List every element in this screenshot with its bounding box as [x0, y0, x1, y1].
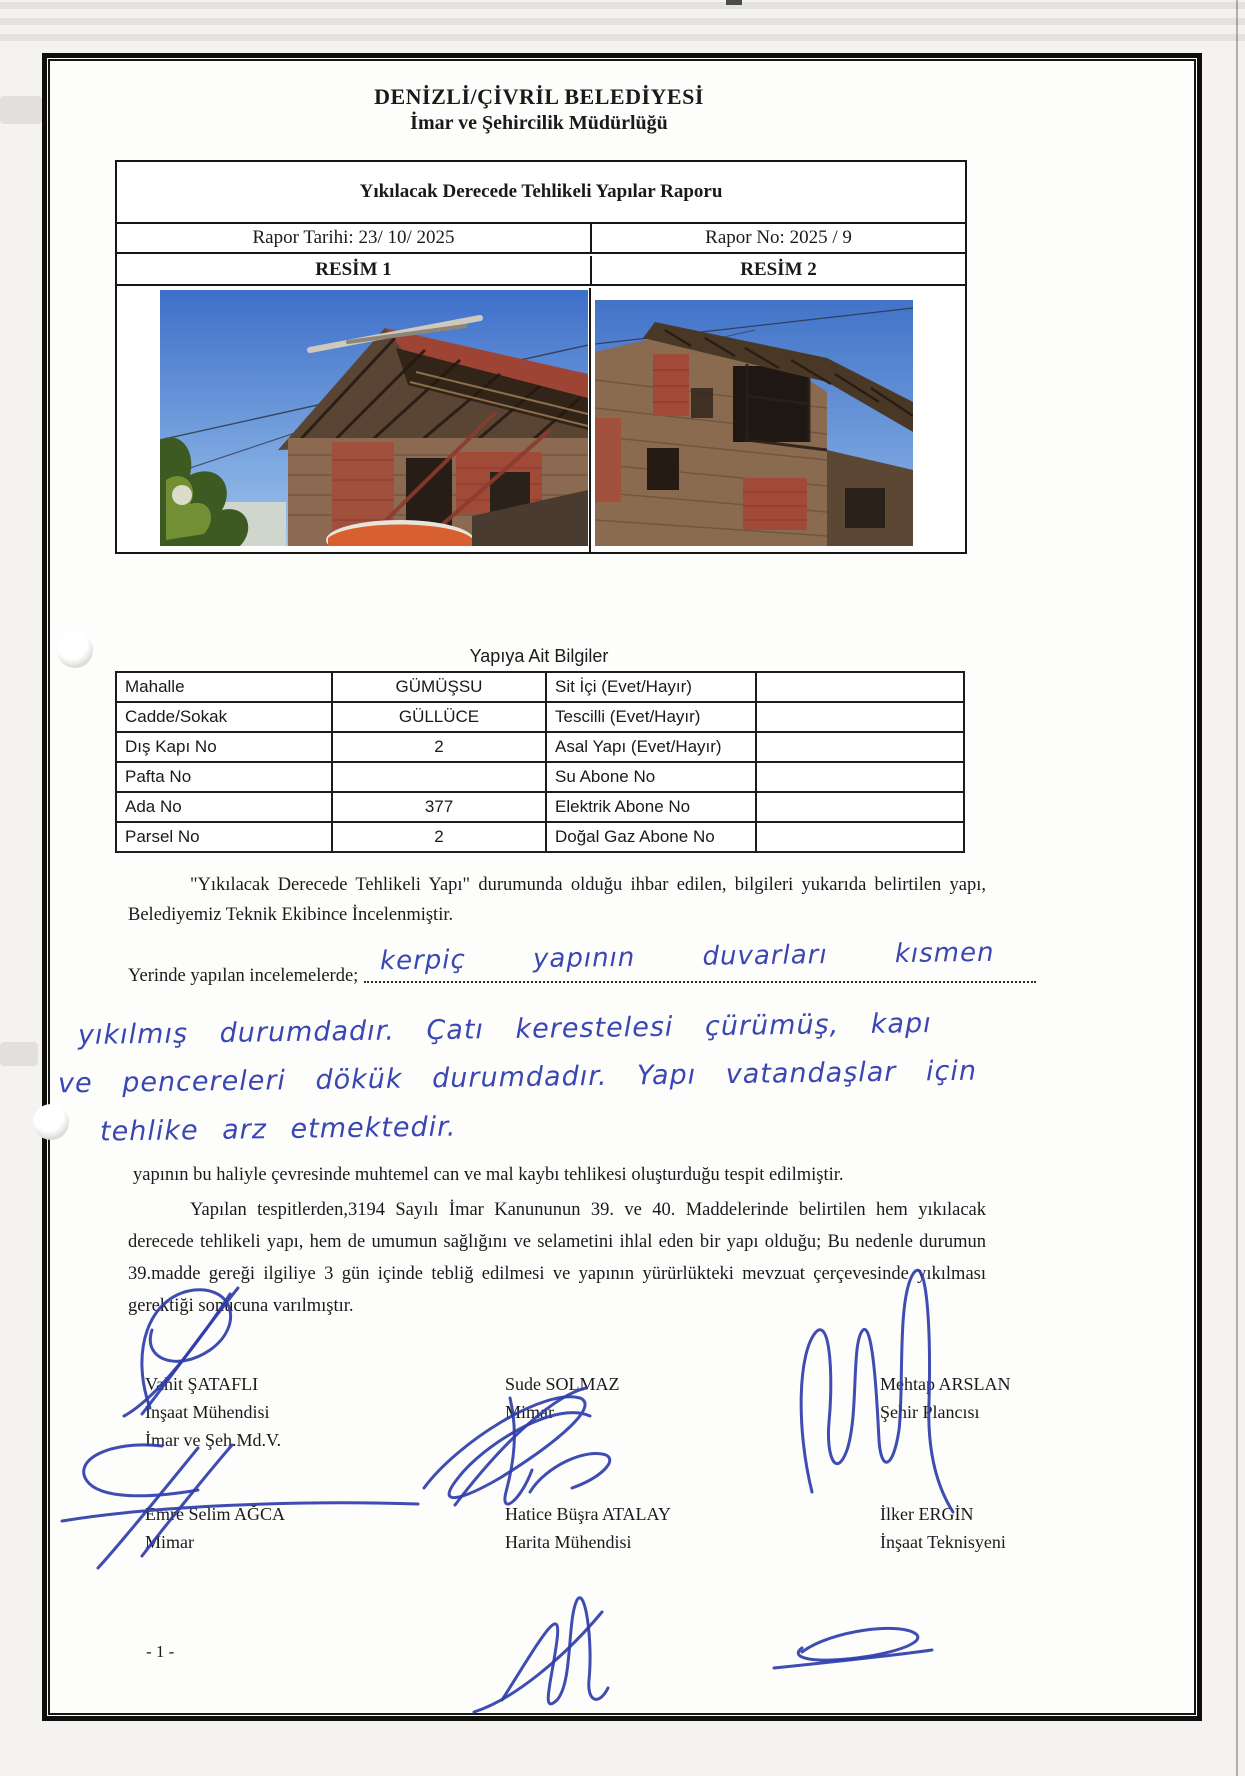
signature-block-5: [505, 1500, 671, 1556]
handwritten-text-line4: tehlike arz etmektedir.: [99, 1111, 457, 1148]
field-value: GÜMÜŞSU: [332, 672, 546, 702]
scan-mark: [726, 0, 742, 5]
field-label: Mahalle: [116, 672, 332, 702]
field-value: 2: [332, 732, 546, 762]
paragraph-continuation: yapının bu haliyle çevresinde muhtemel can ve mal kaybı tehlikesi oluşturduğu tespit edilmiştir.: [133, 1165, 844, 1185]
signature-block-4: [145, 1500, 285, 1556]
field-value: [756, 792, 964, 822]
signer-title: Mimar: [505, 1402, 554, 1422]
signer-title: İnşaat Teknisyeni: [880, 1532, 1006, 1552]
field-value: [756, 762, 964, 792]
scan-smudge: [0, 1042, 38, 1066]
signer-name: Mehtap ARSLAN: [880, 1374, 1011, 1394]
table-row: [116, 762, 964, 792]
photo1-label: RESİM 1: [315, 259, 392, 280]
paragraph-conclusion: Yapılan tespitlerden,3194 Sayılı İmar Kanununun 39. ve 40. Maddelerinde belirtilen hem yıkılacak derecede tehlikeli yapı, hem de umumun sağlığını ve selametini ihlal eden bir yapı olduğu; Bu nedenle durumun 39.madde gereği ilgiliye 3 gün içinde tebliğ edilmesi ve yapının yürürlükteki mevzuat çerçevesinde yıkılması gerektiği sonucuna varılmıştır.: [128, 1200, 986, 1316]
report-number: Rapor No: 2025 / 9: [590, 224, 965, 252]
field-label: Tescilli (Evet/Hayır): [546, 702, 756, 732]
report-title: Yıkılacak Derecede Tehlikeli Yapılar Raporu: [117, 162, 965, 224]
field-value: 377: [332, 792, 546, 822]
photo2-label: RESİM 2: [590, 256, 965, 284]
field-value: [332, 762, 546, 792]
field-label: Pafta No: [116, 762, 332, 792]
field-label: Parsel No: [116, 822, 332, 852]
field-label: Su Abone No: [546, 762, 756, 792]
table-row: [116, 732, 964, 762]
field-value: GÜLLÜCE: [332, 702, 546, 732]
handwritten-text-line1: kerpiç yapının duvarları kısmen: [379, 937, 995, 977]
building-info-table: [115, 671, 965, 853]
signer-name: Emre Selim AĞCA: [145, 1504, 285, 1524]
signer-title: İmar ve Şeh.Md.V.: [145, 1430, 282, 1450]
table-row: [116, 702, 964, 732]
photo-resim-2: [595, 300, 913, 546]
field-label: Sit İçi (Evet/Hayır): [546, 672, 756, 702]
hole-punch: [57, 632, 93, 668]
signer-name: Hatice Büşra ATALAY: [505, 1504, 671, 1524]
signature-block-6: [880, 1500, 1006, 1556]
field-label: Ada No: [116, 792, 332, 822]
signer-name: Sude SOLMAZ: [505, 1374, 620, 1394]
table-row: [116, 822, 964, 852]
dotted-fill-line: [364, 981, 1036, 983]
hole-punch: [33, 1104, 69, 1140]
signature-block-1: [145, 1370, 281, 1454]
signer-title: Harita Mühendisi: [505, 1532, 632, 1552]
table-row: [116, 792, 964, 822]
municipality-title: DENİZLİ/ÇİVRİL BELEDİYESİ: [374, 84, 704, 109]
signature-block-2: [505, 1370, 620, 1426]
building-info-title: Yapıya Ait Bilgiler: [469, 646, 609, 666]
field-label: Cadde/Sokak: [116, 702, 332, 732]
table-divider: [589, 288, 591, 552]
handwritten-text-line3: ve pencereleri dökük durumdadır. Yapı vatandaşlar için: [57, 1055, 978, 1100]
field-value: [756, 702, 964, 732]
report-date: Rapor Tarihi: 23/ 10/ 2025: [252, 227, 455, 248]
field-value: [756, 672, 964, 702]
signer-title: Mimar: [145, 1532, 194, 1552]
scan-streaks: [0, 2, 1245, 50]
field-value: 2: [332, 822, 546, 852]
signature-block-3: [880, 1370, 1011, 1426]
inspection-label: Yerinde yapılan incelemelerde;: [128, 966, 359, 986]
paragraph-notice: "Yıkılacak Derecede Tehlikeli Yapı" durumunda olduğu ihbar edilen, bilgileri yukarıda belirtilen yapı, Belediyemiz Teknik Ekibince İncelenmiştir.: [128, 875, 986, 925]
handwritten-text-line2: yıkılmış durumdadır. Çatı kerestelesi çürümüş, kapı: [77, 1008, 932, 1051]
signer-name: Vahit ŞATAFLI: [145, 1374, 259, 1394]
field-label: Doğal Gaz Abone No: [546, 822, 756, 852]
table-row: [116, 672, 964, 702]
scan-smudge: [0, 96, 42, 124]
field-label: Elektrik Abone No: [546, 792, 756, 822]
page-number: - 1 -: [146, 1642, 175, 1661]
photo-resim-1: [160, 290, 588, 546]
signer-name: İlker ERGİN: [880, 1504, 974, 1524]
page-edge-shadow: [1236, 0, 1238, 1776]
field-value: [756, 732, 964, 762]
field-label: Asal Yapı (Evet/Hayır): [546, 732, 756, 762]
signer-title: Şehir Plancısı: [880, 1402, 980, 1422]
field-label: Dış Kapı No: [116, 732, 332, 762]
signer-title: İnşaat Mühendisi: [145, 1402, 270, 1422]
department-title: İmar ve Şehircilik Müdürlüğü: [410, 112, 668, 134]
field-value: [756, 822, 964, 852]
